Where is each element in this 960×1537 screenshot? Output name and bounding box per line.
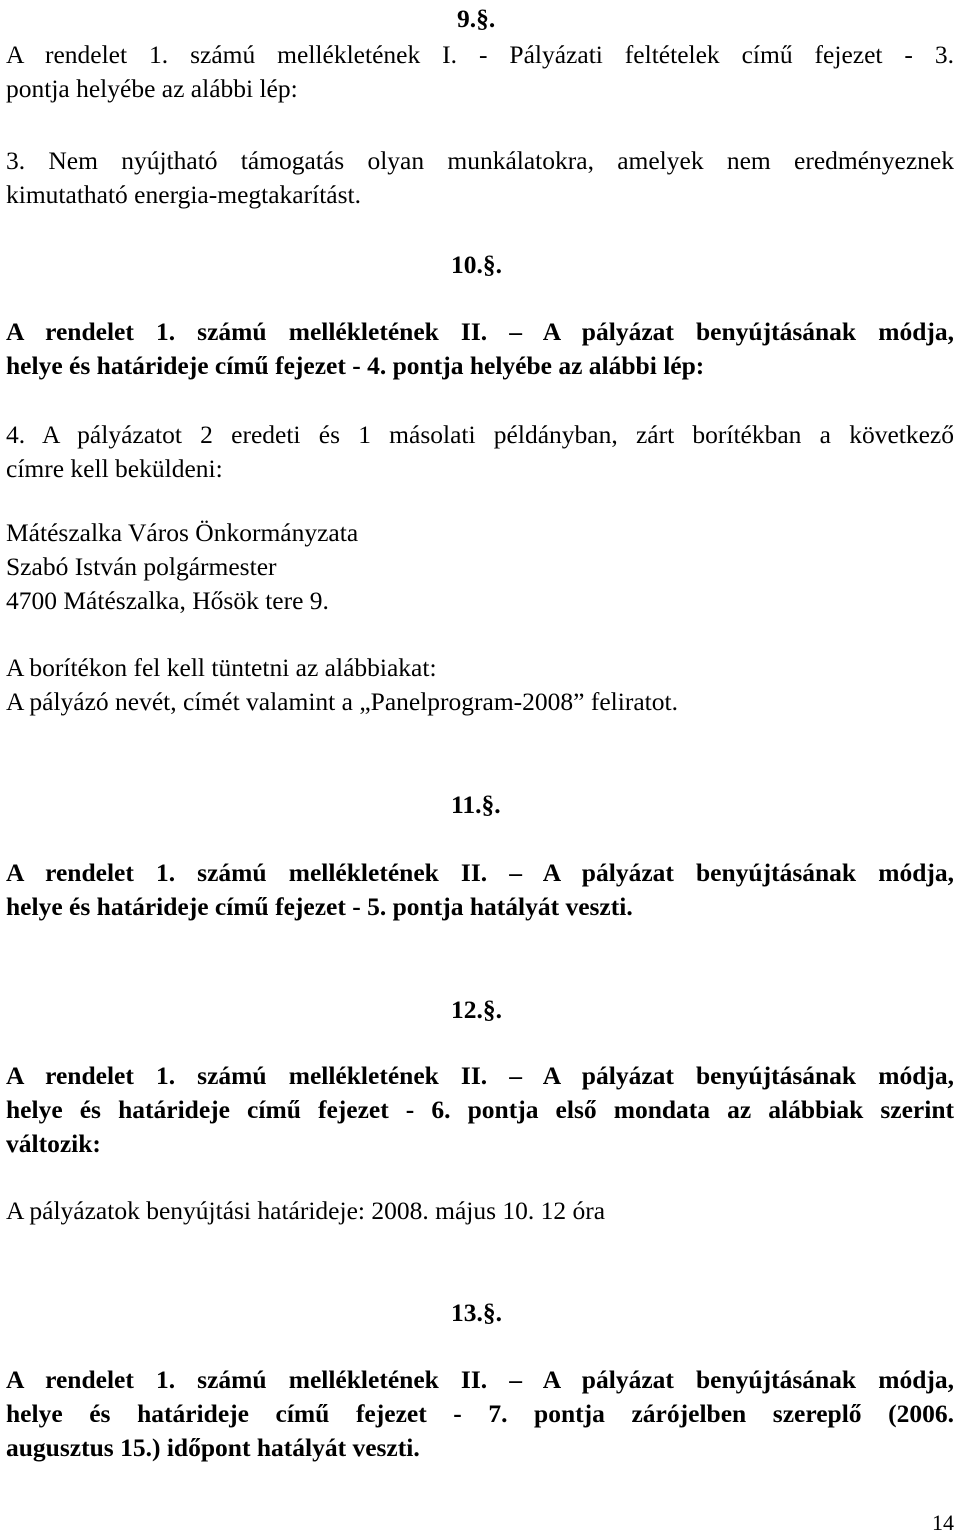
section-10-body-line-2: címre kell beküldeni: xyxy=(6,454,223,483)
section-9-heading-line-2: pontja helyébe az alábbi lép: xyxy=(6,74,298,103)
envelope-line-1: A borítékon fel kell tüntetni az alábbiakat: xyxy=(6,653,437,682)
section-number-11: 11.§. xyxy=(451,790,501,819)
section-13-heading-line-3: augusztus 15.) időpont hatályát veszti. xyxy=(6,1433,420,1462)
section-number-13: 13.§. xyxy=(451,1298,502,1327)
section-number-10: 10.§. xyxy=(451,250,502,279)
envelope-instructions xyxy=(6,651,954,719)
section-12-body-line-1: A pályázatok benyújtási határideje: 2008. május 10. 12 óra xyxy=(6,1196,606,1225)
section-9-heading-line-1: A rendelet 1. számú mellékletének I. - Pályázati feltételek című fejezet - 3. xyxy=(6,40,954,69)
section-9-body-line-1: 3. Nem nyújtható támogatás olyan munkálatokra, amelyek nem eredményeznek xyxy=(6,146,954,175)
section-10-heading-line-1: A rendelet 1. számú mellékletének II. – A pályázat benyújtásának módja, xyxy=(6,317,954,346)
section-12-heading xyxy=(6,1059,954,1161)
section-9-heading xyxy=(6,38,954,106)
section-number-12: 12.§. xyxy=(451,995,502,1024)
section-10-body xyxy=(6,418,954,486)
section-10-heading-line-2: helye és határideje című fejezet - 4. pontja helyébe az alábbi lép: xyxy=(6,351,705,380)
address-line-1: Mátészalka Város Önkormányzata xyxy=(6,518,359,547)
address-block xyxy=(6,516,954,618)
section-11-heading-line-2: helye és határideje című fejezet - 5. pontja hatályát veszti. xyxy=(6,892,633,921)
section-12-body xyxy=(6,1194,954,1228)
section-10-heading xyxy=(6,315,954,383)
section-13-heading xyxy=(6,1363,954,1465)
section-12-heading-line-3: változik: xyxy=(6,1129,101,1158)
page-number: 14 xyxy=(932,1510,954,1535)
section-9-body-line-2: kimutatható energia-megtakarítást. xyxy=(6,180,361,209)
section-12-heading-line-1: A rendelet 1. számú mellékletének II. – A pályázat benyújtásának módja, xyxy=(6,1061,954,1090)
section-13-heading-line-2: helye és határideje című fejezet - 7. pontja zárójelben szereplő (2006. xyxy=(6,1399,954,1428)
envelope-line-2: A pályázó nevét, címét valamint a „Panelprogram-2008” feliratot. xyxy=(6,687,678,716)
section-number-9: 9.§. xyxy=(457,4,496,33)
section-11-heading-line-1: A rendelet 1. számú mellékletének II. – A pályázat benyújtásának módja, xyxy=(6,858,954,887)
section-9-body xyxy=(6,144,954,212)
section-11-heading xyxy=(6,856,954,924)
address-line-2: Szabó István polgármester xyxy=(6,552,277,581)
section-10-body-line-1: 4. A pályázatot 2 eredeti és 1 másolati példányban, zárt borítékban a következő xyxy=(6,420,954,449)
section-13-heading-line-1: A rendelet 1. számú mellékletének II. – A pályázat benyújtásának módja, xyxy=(6,1365,954,1394)
section-12-heading-line-2: helye és határideje című fejezet - 6. pontja első mondata az alábbiak szerint xyxy=(6,1095,954,1124)
address-line-3: 4700 Mátészalka, Hősök tere 9. xyxy=(6,586,329,615)
